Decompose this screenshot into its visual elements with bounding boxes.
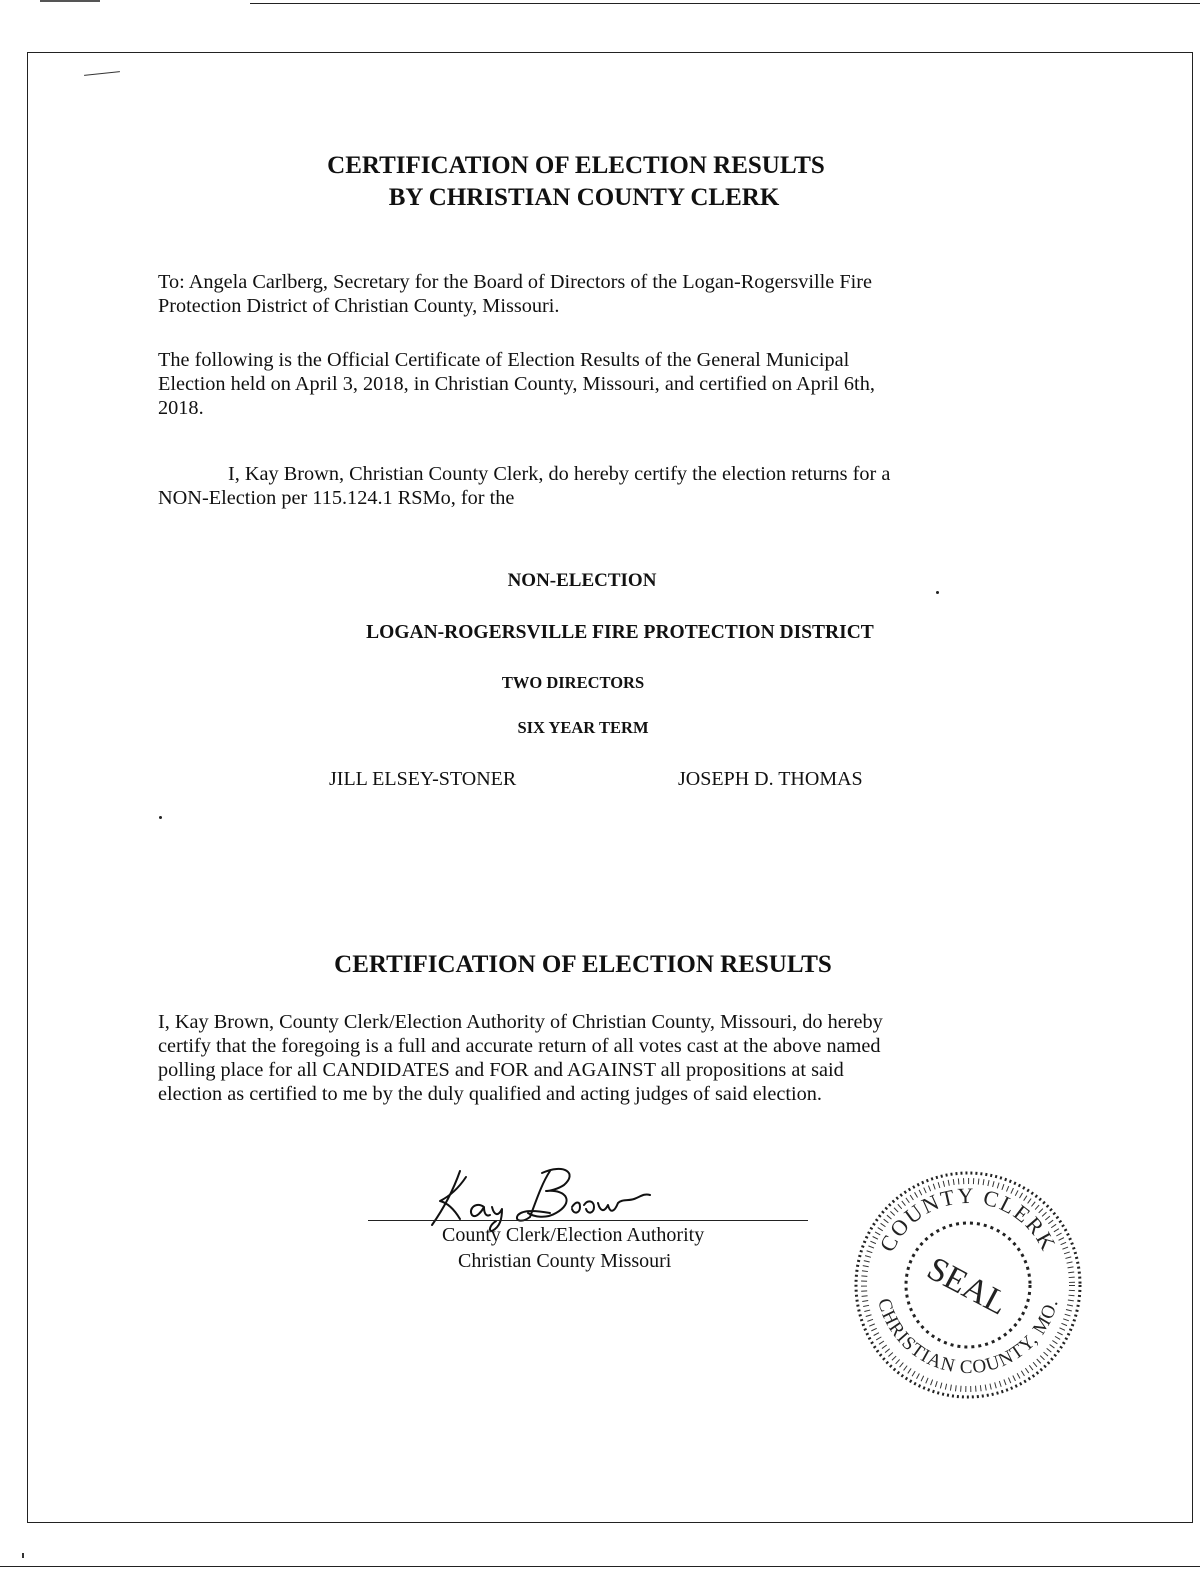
district-name: LOGAN-ROGERSVILLE FIRE PROTECTION DISTRICT — [366, 622, 874, 643]
county-clerk-seal — [846, 1163, 1090, 1407]
candidate-name: JILL ELSEY-STONER — [329, 768, 517, 790]
scan-mark — [40, 0, 100, 5]
addressee-line: Protection District of Christian County, Missouri. — [158, 295, 560, 317]
certification-line: polling place for all CANDIDATES and FOR and AGAINST all propositions at said — [158, 1059, 844, 1081]
document-title-line1: CERTIFICATION OF ELECTION RESULTS — [327, 152, 825, 179]
certification-line: certify that the foregoing is a full and accurate return of all votes cast at the above named — [158, 1035, 881, 1057]
certification-line: election as certified to me by the duly qualified and acting judges of said election. — [158, 1083, 822, 1105]
certification-paragraph — [158, 1010, 1038, 1106]
scan-tick — [22, 1553, 24, 1558]
certify-line: NON-Election per 115.124.1 RSMo, for the — [158, 487, 515, 509]
bottom-edge-line — [0, 1566, 1200, 1567]
following-line: 2018. — [158, 397, 204, 419]
addressee-paragraph — [158, 270, 1018, 318]
candidate-name: JOSEPH D. THOMAS — [678, 768, 863, 790]
certify-paragraph — [158, 462, 1018, 510]
seal-center-text: SEAL — [921, 1250, 1014, 1323]
signature-caption-title: County Clerk/Election Authority — [442, 1224, 705, 1246]
handwritten-signature — [418, 1163, 678, 1233]
seal-bottom-text: CHRISTIAN COUNTY, MO. — [873, 1296, 1063, 1379]
certification-line: I, Kay Brown, County Clerk/Election Authority of Christian County, Missouri, do hereby — [158, 1011, 883, 1033]
election-type: NON-ELECTION — [507, 570, 657, 591]
following-paragraph — [158, 348, 1018, 420]
top-edge-line — [250, 3, 1200, 4]
seats-label: TWO DIRECTORS — [501, 673, 645, 692]
signature-line — [368, 1220, 808, 1221]
document-title-line2: BY CHRISTIAN COUNTY CLERK — [388, 184, 780, 211]
certification-heading: CERTIFICATION OF ELECTION RESULTS — [334, 951, 832, 978]
term-label: SIX YEAR TERM — [517, 718, 649, 737]
certify-line: I, Kay Brown, Christian County Clerk, do hereby certify the election returns for a — [228, 463, 891, 485]
following-line: The following is the Official Certificate of Election Results of the General Municipal — [158, 349, 850, 371]
addressee-line: To: Angela Carlberg, Secretary for the Board of Directors of the Logan-Rogersville Fire — [158, 271, 873, 293]
signature-caption-county: Christian County Missouri — [458, 1250, 672, 1272]
speck — [159, 816, 162, 819]
seal-top-text: COUNTY CLERK — [874, 1182, 1062, 1256]
following-line: Election held on April 3, 2018, in Christian County, Missouri, and certified on April 6th, — [158, 373, 875, 395]
